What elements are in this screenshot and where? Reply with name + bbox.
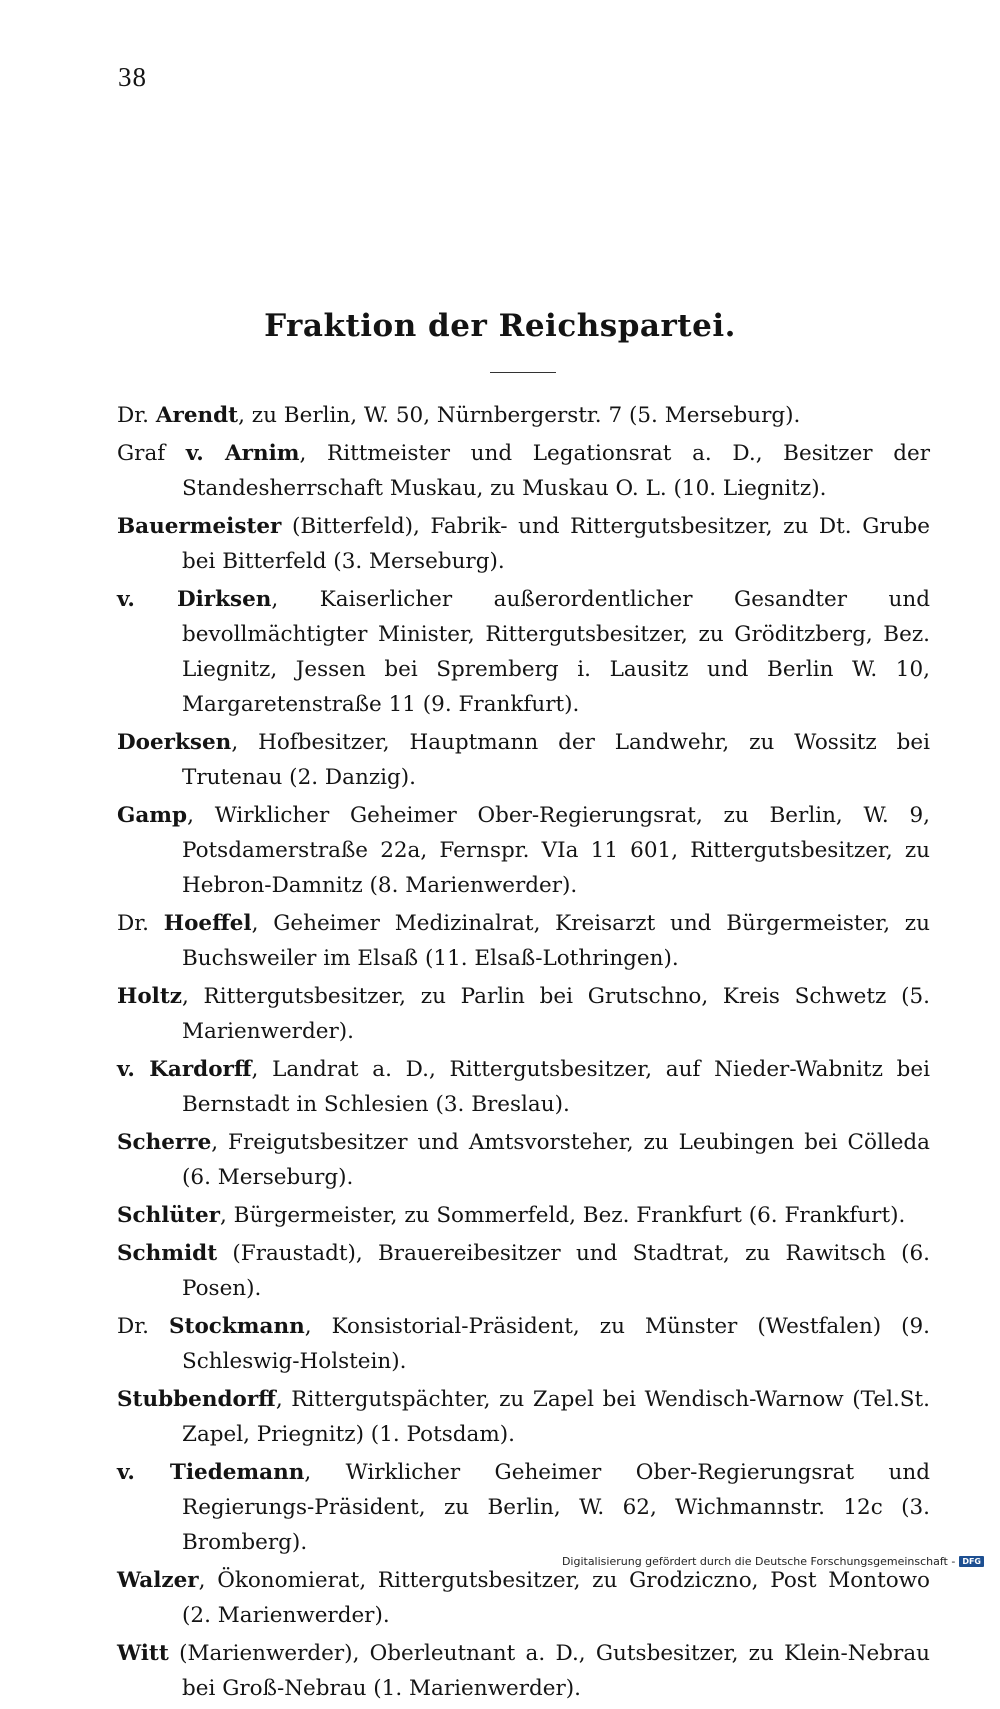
member-name: Stockmann <box>169 1314 305 1339</box>
member-name: v. Tiedemann <box>117 1460 305 1485</box>
member-name: Bauermeister <box>117 514 282 539</box>
member-name: v. Kardorff <box>117 1057 252 1082</box>
member-name: v. Dirksen <box>117 587 272 612</box>
member-details: , Freigutsbesitzer und Amtsvorsteher, zu Leubingen bei Cölleda (6. Merseburg). <box>182 1130 930 1190</box>
member-entry: Dr. Arendt, zu Berlin, W. 50, Nürnbergerstr. 7 (5. Merseburg). <box>117 403 801 428</box>
member-name: Hoeffel <box>163 911 252 936</box>
member-entry <box>117 1455 930 1560</box>
member-name: Stubbendorff <box>117 1387 276 1412</box>
member-details: , Rittergutspächter, zu Zapel bei Wendisch-Warnow (Tel.St. Zapel, Priegnitz) (1. Potsdam). <box>182 1387 930 1447</box>
member-entry <box>117 725 930 795</box>
digitization-footer <box>562 1555 984 1568</box>
member-name: v. Arnim <box>185 441 300 466</box>
member-entry <box>117 1563 930 1633</box>
member-entry <box>117 509 930 579</box>
member-details: , Wirklicher Geheimer Ober-Regierungsrat und Regierungs-Präsident, zu Berlin, W. 62, Wichmannstr. 12c (3. Bromberg). <box>182 1460 930 1555</box>
member-details: , Wirklicher Geheimer Ober-Regierungsrat, zu Berlin, W. 9, Potsdamerstraße 22a, Fernspr. VIa 11 601, Rittergutsbesitzer, zu Hebron-Damnitz (8. Marienwerder). <box>182 803 930 898</box>
member-name: Walzer <box>117 1568 199 1593</box>
member-name: Arendt <box>155 403 239 428</box>
member-entry <box>117 1236 930 1306</box>
member-details: , Rittergutsbesitzer, zu Parlin bei Grutschno, Kreis Schwetz (5. Marienwerder). <box>181 984 930 1044</box>
member-details: , Geheimer Medizinalrat, Kreisarzt und Bürgermeister, zu Buchsweiler im Elsaß (11. Elsaß-Lothringen). <box>182 911 930 971</box>
member-details: , Konsistorial-Präsident, zu Münster (Westfalen) (9. Schleswig-Holstein). <box>182 1314 930 1374</box>
member-entry <box>117 1636 930 1706</box>
member-name: Schmidt <box>117 1241 218 1266</box>
member-details: , Hofbesitzer, Hauptmann der Landwehr, zu Wossitz bei Trutenau (2. Danzig). <box>182 730 930 790</box>
member-details: (Marienwerder), Oberleutnant a. D., Gutsbesitzer, zu Klein-Nebrau bei Groß-Nebrau (1. Marienwerder). <box>168 1641 930 1701</box>
member-entry <box>117 1198 930 1233</box>
member-entry <box>117 1382 930 1452</box>
member-details: , Rittmeister und Legationsrat a. D., Besitzer der Standesherrschaft Muskau, zu Muskau O. L. (10. Liegnitz). <box>182 441 930 501</box>
member-entry <box>117 979 930 1049</box>
member-details: (Fraustadt), Brauereibesitzer und Stadtrat, zu Rawitsch (6. Posen). <box>182 1241 930 1301</box>
member-details: , Kaiserlicher außerordentlicher Gesandter und bevollmächtigter Minister, Rittergutsbesitzer, zu Gröditzberg, Bez. Liegnitz, Jessen bei Spremberg i. Lausitz und Berlin W. 10, Margaretenstraße 11 (9. Frankfurt). <box>182 587 930 717</box>
member-details: (Bitterfeld), Fabrik- und Rittergutsbesitzer, zu Dt. Grube bei Bitterfeld (3. Merseburg). <box>182 514 930 574</box>
member-details: , Bürgermeister, zu Sommerfeld, Bez. Frankfurt (6. Frankfurt). <box>220 1203 906 1228</box>
member-entry <box>117 798 930 903</box>
member-details: , Ökonomierat, Rittergutsbesitzer, zu Grodziczno, Post Montowo (2. Marienwerder). <box>182 1568 930 1628</box>
member-entry: Graf v. Arnim, Rittmeister und Legationsrat a. D., Besitzer der Standesherrschaft Muskau, zu Muskau O. L. (10. Liegnitz). <box>117 441 930 501</box>
member-entry: Dr. Stockmann, Konsistorial-Präsident, zu Münster (Westfalen) (9. Schleswig-Holstein). <box>117 1314 930 1374</box>
title-rule <box>490 372 556 373</box>
member-entry: Dr. Hoeffel, Geheimer Medizinalrat, Kreisarzt und Bürgermeister, zu Buchsweiler im Elsaß (11. Elsaß-Lothringen). <box>117 911 930 971</box>
member-name: Witt <box>117 1641 169 1666</box>
member-details: , zu Berlin, W. 50, Nürnbergerstr. 7 (5. Merseburg). <box>238 403 801 428</box>
member-name: Doerksen <box>117 730 232 755</box>
member-name: Holtz <box>117 984 182 1009</box>
member-details: , Landrat a. D., Rittergutsbesitzer, auf Nieder-Wabnitz bei Bernstadt in Schlesien (3. Breslau). <box>182 1057 931 1117</box>
page-number: 38 <box>118 62 147 92</box>
member-list <box>117 398 930 1709</box>
member-name: Schlüter <box>117 1203 220 1228</box>
member-entry <box>117 1125 930 1195</box>
member-entry <box>117 582 930 722</box>
member-name: Scherre <box>117 1130 212 1155</box>
dfg-logo-icon: DFG <box>959 1556 984 1567</box>
section-title: Fraktion der Reichspartei. <box>264 308 736 344</box>
member-name: Gamp <box>117 803 188 828</box>
footer-text: Digitalisierung gefördert durch die Deutsche Forschungsgemeinschaft - <box>561 1555 956 1568</box>
member-entry <box>117 1052 930 1122</box>
